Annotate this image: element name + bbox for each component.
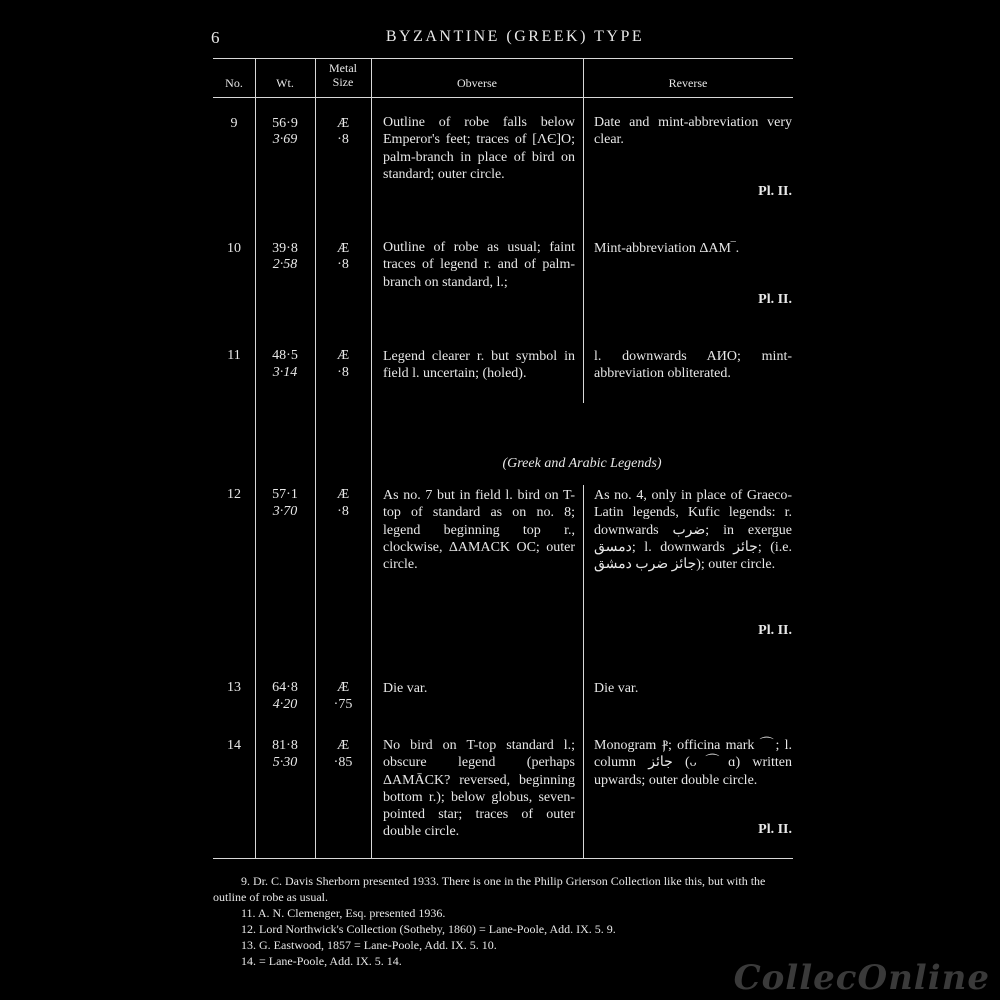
obverse-text: As no. 7 but in field l. bird on T-top of standard as on no. 8; legend beginning top r., clockwise, ΔAMACK OC; outer circle. [383, 488, 575, 573]
footnote: 12. Lord Northwick's Collection (Sotheby, 1860) = Lane-Poole, Add. IX. 5. 9. [241, 922, 616, 936]
weight-grams: 4·20 [272, 697, 298, 712]
row-number: 9 [230, 116, 238, 131]
weight-grams: 3·69 [272, 132, 298, 147]
metal: Æ [336, 487, 350, 502]
reverse-text: l. downwards AИO; mint-abbreviation obliterated. [594, 349, 792, 382]
weight-grams: 3·14 [272, 365, 298, 380]
size: ·8 [337, 132, 349, 147]
weight-grains: 81·8 [272, 738, 298, 753]
obverse-text: Die var. [383, 681, 428, 696]
obverse-text: Outline of robe as usual; faint traces of legend r. and of palm-branch on standard, l.; [383, 240, 575, 290]
table-header-rule [213, 97, 793, 98]
metal: Æ [336, 241, 350, 256]
obverse-text: Legend clearer r. but symbol in field l. uncertain; (holed). [383, 349, 575, 382]
size: ·8 [337, 257, 349, 272]
reverse-text: Date and mint-abbreviation very clear. [594, 115, 792, 148]
reverse-text: Monogram ⳁ; officina mark ⌒; l. column جائز (ᴗ⌒ɑ) written upwards; outer double circle. [594, 738, 792, 788]
metal: Æ [336, 738, 350, 753]
obverse-text: No bird on T-top standard l.; obscure legend (perhaps ΔAMĀCK? reversed, beginning bottom r.); below globus, seven-pointed star; traces of outer double circle. [383, 738, 575, 840]
table-top-rule [213, 58, 793, 59]
col-divider [583, 58, 584, 403]
metal: Æ [336, 680, 350, 695]
header-no: No. [225, 76, 243, 90]
header-obverse: Obverse [457, 76, 497, 90]
header-metal: Metal [329, 61, 357, 75]
row-number: 14 [227, 738, 241, 753]
table-bottom-rule [213, 858, 793, 859]
reverse-text: As no. 4, only in place of Graeco-Latin legends, Kufic legends: r. downwards ضرب; in exergue دمسق; l. downwards جائز; (i.e. جائز ضرب دمشق); outer circle. [594, 488, 792, 573]
weight-grams: 3·70 [272, 504, 298, 519]
size: ·8 [337, 365, 349, 380]
plate-ref: Pl. II. [758, 292, 792, 307]
header-size: Size [332, 75, 354, 89]
size: ·85 [333, 755, 353, 770]
metal: Æ [336, 116, 350, 131]
row-number: 11 [227, 348, 241, 363]
plate-ref: Pl. II. [758, 184, 792, 199]
page-number: 6 [211, 28, 220, 47]
section-heading: (Greek and Arabic Legends) [502, 456, 662, 471]
weight-grains: 39·8 [272, 241, 298, 256]
weight-grains: 56·9 [272, 116, 298, 131]
row-number: 13 [227, 680, 241, 695]
weight-grains: 64·8 [272, 680, 298, 695]
metal: Æ [336, 348, 350, 363]
obverse-text: Outline of robe falls below Emperor's feet; traces of [ΛЄ]O; palm-branch in place of bird on standard; outer circle. [383, 115, 575, 182]
footnote: 13. G. Eastwood, 1857 = Lane-Poole, Add. IX. 5. 10. [241, 938, 497, 952]
watermark-logo: CollecOnline [733, 958, 990, 998]
header-reverse: Reverse [668, 76, 708, 90]
row-number: 12 [227, 487, 241, 502]
plate-ref: Pl. II. [758, 623, 792, 638]
page-title: BYZANTINE (GREEK) TYPE [385, 28, 645, 45]
footnote: 11. A. N. Clemenger, Esq. presented 1936. [241, 906, 446, 920]
reverse-text: Die var. [594, 681, 639, 696]
footnote: 14. = Lane-Poole, Add. IX. 5. 14. [241, 954, 402, 968]
reverse-text: Mint-abbreviation ΔAM‾. [594, 241, 740, 256]
plate-ref: Pl. II. [758, 822, 792, 837]
weight-grams: 5·30 [272, 755, 298, 770]
weight-grains: 57·1 [272, 487, 298, 502]
size: ·8 [337, 504, 349, 519]
header-wt: Wt. [276, 76, 294, 90]
col-divider [583, 485, 584, 858]
footnote: 9. Dr. C. Davis Sherborn presented 1933. There is one in the Philip Grierson Collection like this, but with the outline of robe as usual. [213, 874, 766, 904]
weight-grams: 2·58 [272, 257, 298, 272]
weight-grains: 48·5 [272, 348, 298, 363]
size: ·75 [333, 697, 353, 712]
row-number: 10 [227, 241, 241, 256]
